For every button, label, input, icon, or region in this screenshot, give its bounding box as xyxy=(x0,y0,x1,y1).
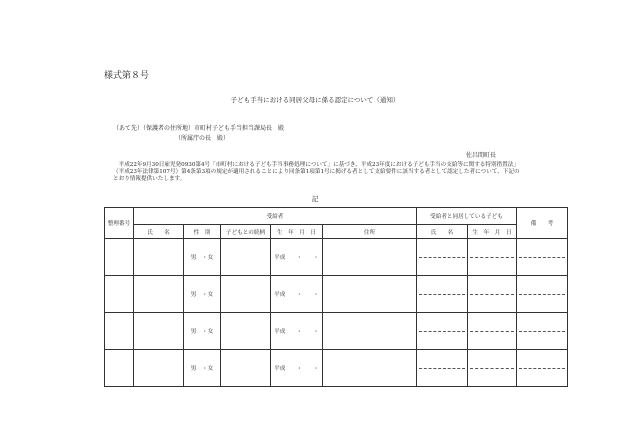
table-header-row-1 xyxy=(105,208,568,225)
recipient-table xyxy=(104,207,568,387)
addressee-line-1: （あて先）（保護者の住所地）市町村子ども手当担当課局長 殿 xyxy=(113,125,285,132)
form-number: 様式第８号 xyxy=(104,71,150,81)
cell-relation[interactable] xyxy=(221,276,271,313)
cell-child-name[interactable] xyxy=(417,350,468,387)
table-row xyxy=(105,276,568,313)
dashed-divider xyxy=(470,257,514,258)
dashed-divider xyxy=(519,257,565,258)
cell-relation[interactable] xyxy=(221,350,271,387)
cell-birthdate[interactable]: 平成 ・ ・ xyxy=(271,350,323,387)
dashed-divider xyxy=(470,331,514,332)
cell-child-birthdate[interactable] xyxy=(468,239,517,276)
dashed-divider xyxy=(419,257,465,258)
cell-relation[interactable] xyxy=(221,313,271,350)
header-seiri-bangou: 整理番号 xyxy=(105,208,134,239)
cell-biko[interactable] xyxy=(517,313,568,350)
subheader-child-birthdate: 生 年 月 日 xyxy=(468,225,517,239)
dashed-divider xyxy=(519,294,565,295)
addressee-line-2: （所属庁の長 殿） xyxy=(175,135,230,142)
cell-birthdate[interactable]: 平成 ・ ・ xyxy=(271,276,323,313)
cell-child-name[interactable] xyxy=(417,239,468,276)
cell-seiri[interactable] xyxy=(105,313,134,350)
body-paragraph: 平成22年9月30日雇児発0930第4号「市町村における子ども手当事務処理について」に基づき、平成23年度における子ども手当の支給等に関する特別措置法」（平成23年法律第107号）第4条第3項の規定が適用されることにより同条第1項第1号に掲げる者として支給要件に該当する者として認定した者について、下記のとおり情報提供いたします。 xyxy=(113,162,520,183)
cell-name[interactable] xyxy=(134,350,184,387)
subheader-address: 住所 xyxy=(323,225,417,239)
cell-name[interactable] xyxy=(134,313,184,350)
cell-child-birthdate[interactable] xyxy=(468,276,517,313)
cell-relation[interactable] xyxy=(221,239,271,276)
cell-biko[interactable] xyxy=(517,350,568,387)
cell-seiri[interactable] xyxy=(105,276,134,313)
cell-child-name[interactable] xyxy=(417,313,468,350)
cell-address[interactable] xyxy=(323,313,417,350)
dashed-divider xyxy=(470,294,514,295)
cell-biko[interactable] xyxy=(517,239,568,276)
table-header-row-2 xyxy=(105,225,568,239)
header-biko: 備 考 xyxy=(517,208,568,239)
table-row xyxy=(105,313,568,350)
cell-sex[interactable]: 男 ・女 xyxy=(184,276,221,313)
dashed-divider xyxy=(419,368,465,369)
subheader-birthdate: 生 年 月 日 xyxy=(271,225,323,239)
cell-birthdate[interactable]: 平成 ・ ・ xyxy=(271,313,323,350)
subheader-name: 氏 名 xyxy=(134,225,184,239)
subheader-child-name: 氏 名 xyxy=(417,225,468,239)
dashed-divider xyxy=(419,294,465,295)
cell-address[interactable] xyxy=(323,239,417,276)
cell-sex[interactable]: 男 ・女 xyxy=(184,350,221,387)
sender-name: 佐呂間町長 xyxy=(466,152,497,159)
cell-child-name[interactable] xyxy=(417,276,468,313)
document-title: 子ども手当における同居父母に係る認定について（通知） xyxy=(230,96,400,104)
dashed-divider xyxy=(519,331,565,332)
header-cohabiting-child: 受給者と同居している子ども xyxy=(417,208,517,225)
dashed-divider xyxy=(419,331,465,332)
dashed-divider xyxy=(519,368,565,369)
cell-address[interactable] xyxy=(323,276,417,313)
table-row xyxy=(105,239,568,276)
cell-name[interactable] xyxy=(134,239,184,276)
header-recipient: 受給者 xyxy=(134,208,417,225)
cell-address[interactable] xyxy=(323,350,417,387)
cell-birthdate[interactable]: 平成 ・ ・ xyxy=(271,239,323,276)
cell-sex[interactable]: 男 ・女 xyxy=(184,239,221,276)
cell-child-birthdate[interactable] xyxy=(468,350,517,387)
subheader-relation: 子どもとの続柄 xyxy=(221,225,271,239)
cell-biko[interactable] xyxy=(517,276,568,313)
dashed-divider xyxy=(470,368,514,369)
table-row xyxy=(105,350,568,387)
ki-heading: 記 xyxy=(311,195,319,203)
cell-seiri[interactable] xyxy=(105,239,134,276)
cell-sex[interactable]: 男 ・女 xyxy=(184,313,221,350)
subheader-sex: 性 別 xyxy=(184,225,221,239)
cell-name[interactable] xyxy=(134,276,184,313)
cell-child-birthdate[interactable] xyxy=(468,313,517,350)
cell-seiri[interactable] xyxy=(105,350,134,387)
